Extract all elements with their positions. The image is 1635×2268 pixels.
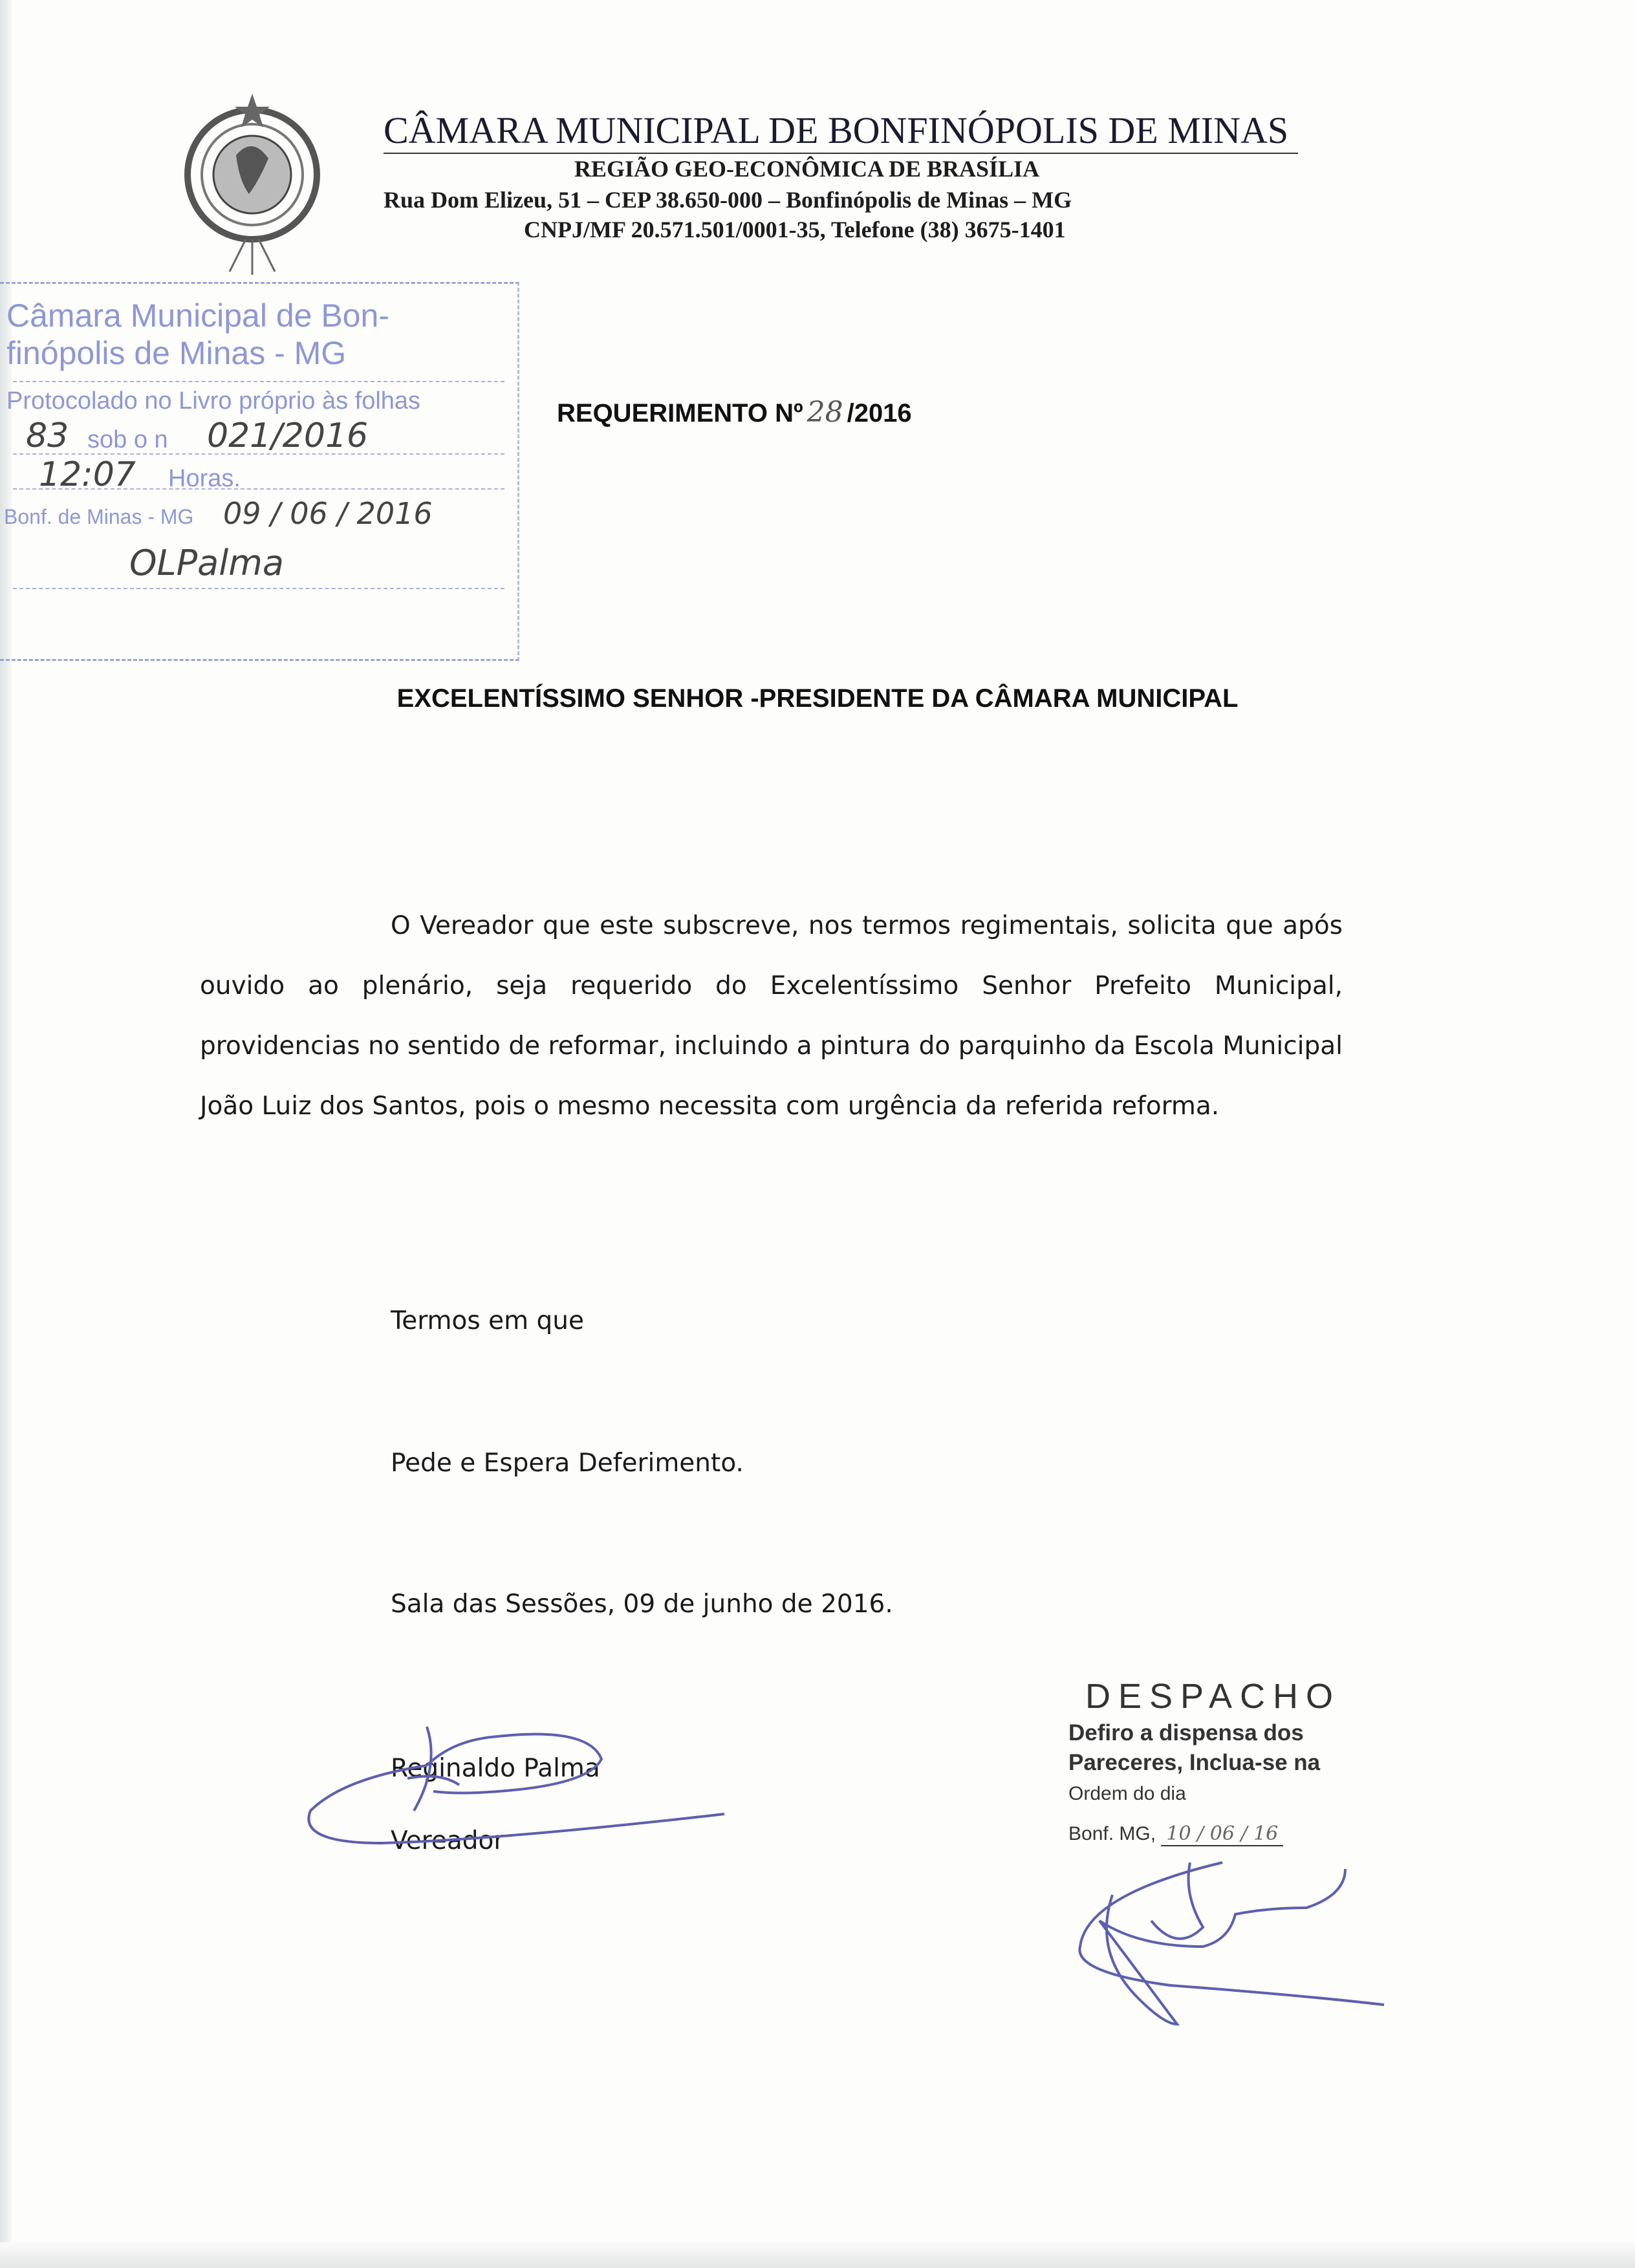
stamp-folhas: 83 <box>26 416 69 455</box>
stamp-horas-label: Horas. <box>168 465 241 492</box>
addressee: EXCELENTÍSSIMO SENHOR -PRESIDENTE DA CÂMARA MUNICIPAL <box>396 684 1239 713</box>
requerimento-heading <box>557 396 912 429</box>
place-date: Sala das Sessões, 09 de junho de 2016. <box>391 1590 893 1619</box>
stamp-sob-label: sob o n <box>87 426 168 453</box>
despacho-line-1: Defiro a dispensa dos <box>1068 1720 1304 1745</box>
despacho-place-label: Bonf. MG, <box>1068 1823 1156 1844</box>
closing-1: Termos em que <box>391 1306 584 1335</box>
vereador-signature <box>304 1681 731 1875</box>
body-paragraph: O Vereador que este subscreve, nos termos regimentais, solicita que após ouvido ao plenário, seja requerido do Excelentíssimo Senhor Prefeito Municipal, providencias no sentido de reformar, incluindo a pintura do parquinho da Escola Municipal João Luiz dos Santos, pois o mesmo necessita com urgência da referida reforma. <box>200 911 1343 1121</box>
stamp-rubrica: OLPalma <box>129 543 284 583</box>
address-line: Rua Dom Elizeu, 51 – CEP 38.650-000 – Bonfinópolis de Minas – MG <box>384 187 1072 213</box>
contact-line: CNPJ/MF 20.571.501/0001-35, Telefone (38) 3675-1401 <box>524 217 1066 243</box>
stamp-line-3: Protocolado no Livro próprio às folhas <box>6 387 421 415</box>
requerimento-number: 28 <box>807 396 843 429</box>
despacho-line-3: Ordem do dia <box>1068 1783 1186 1804</box>
closing-2: Pede e Espera Deferimento. <box>391 1449 744 1478</box>
stamp-line-2: finópolis de Minas - MG <box>6 335 347 371</box>
signer-name: Reginaldo Palma <box>391 1754 600 1783</box>
requerimento-year: /2016 <box>847 399 912 427</box>
title-underline <box>384 153 1298 154</box>
president-signature <box>1074 1856 1397 2037</box>
stamp-hora: 12:07 <box>39 455 136 494</box>
region-line: REGIÃO GEO-ECONÔMICA DE BRASÍLIA <box>574 156 1040 182</box>
stamp-numero: 021/2016 <box>207 416 369 455</box>
scan-bottom-edge <box>0 2242 1635 2268</box>
signer-role: Vereador <box>391 1826 504 1855</box>
despacho-title: DESPACHO <box>1085 1677 1341 1716</box>
municipal-seal-logo <box>184 84 327 278</box>
stamp-data: 09 / 06 / 2016 <box>223 496 433 531</box>
despacho-date: 10 / 06 / 16 <box>1161 1822 1283 1846</box>
despacho-line-2: Pareceres, Inclua-se na <box>1068 1750 1321 1775</box>
protocol-stamp <box>0 282 519 661</box>
stamp-line-1: Câmara Municipal de Bon- <box>6 297 389 334</box>
stamp-local-label: Bonf. de Minas - MG <box>4 505 194 528</box>
despacho-place <box>1068 1822 1283 1845</box>
institution-title: CÂMARA MUNICIPAL DE BONFINÓPOLIS DE MINAS <box>384 109 1289 151</box>
requerimento-label: REQUERIMENTO Nº <box>557 399 803 427</box>
